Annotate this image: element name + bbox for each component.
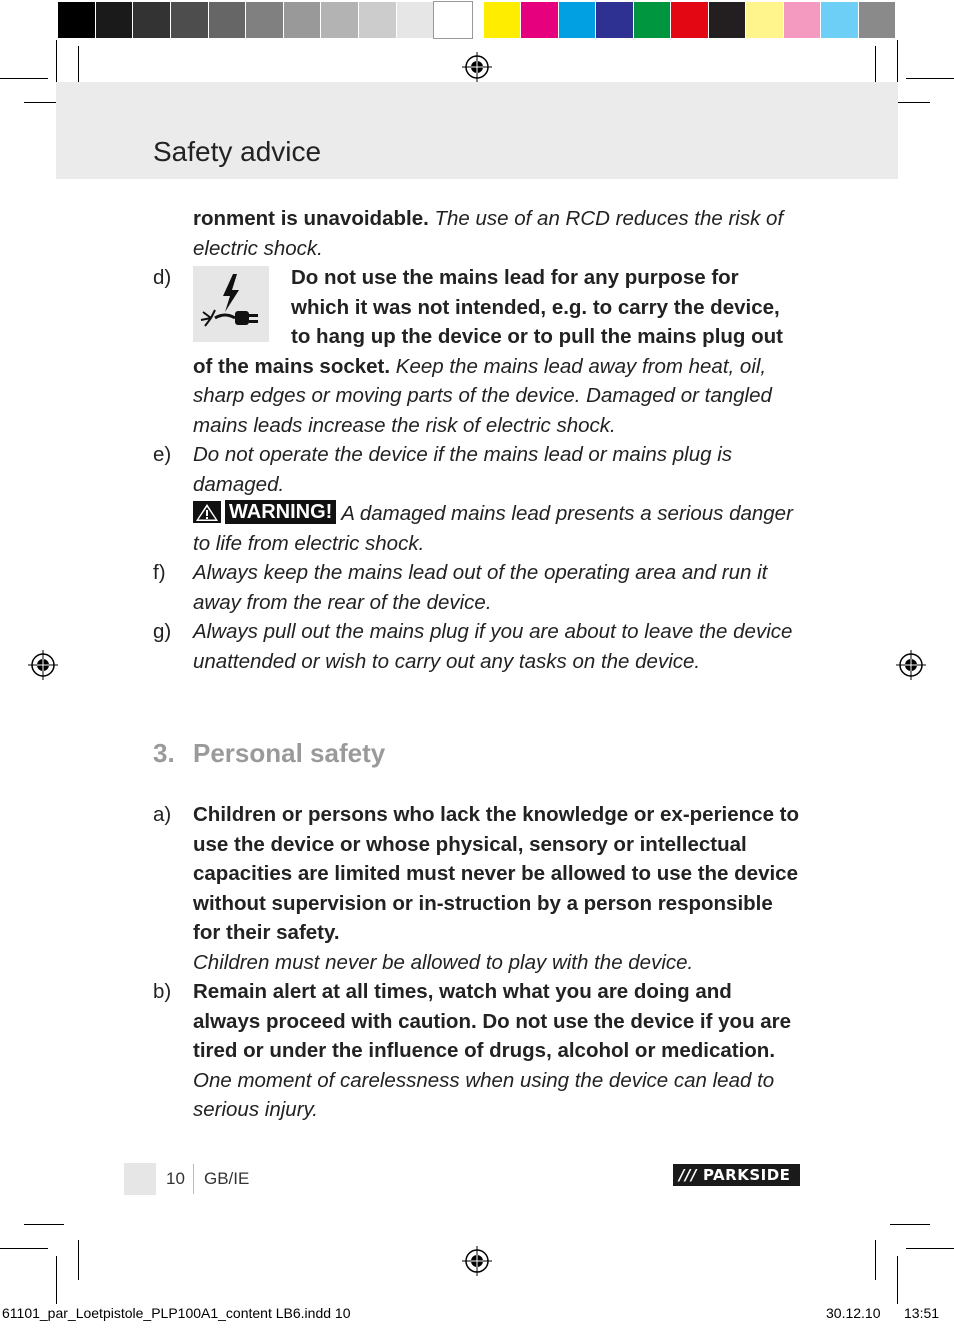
color-swatch bbox=[596, 2, 633, 38]
item-label: d) bbox=[153, 266, 172, 289]
list-item-e bbox=[153, 440, 801, 558]
crop-mark bbox=[0, 78, 48, 79]
item-d-bold-text: Do not use the mains lead for any purpose for which it was not intended, e.g. to carry the device, to hang up the device or to pull the mains plug out of the mains socket. bbox=[193, 266, 783, 378]
brand-name: PARKSIDE bbox=[702, 1166, 791, 1184]
color-swatch bbox=[859, 2, 896, 38]
list-item-g bbox=[153, 617, 801, 676]
item-d-italic-text: Keep the mains lead away from heat, oil, sharp edges or moving parts of the device. Damaged or tangled mains leads increase the risk of electric shock. bbox=[193, 354, 772, 437]
warning-triangle-icon bbox=[193, 501, 221, 523]
crop-mark bbox=[906, 78, 954, 79]
slug-date: 30.12.10 bbox=[826, 1305, 881, 1321]
item-a-italic-text: Children must never be allowed to play with the device. bbox=[193, 950, 694, 974]
footer-divider bbox=[193, 1164, 194, 1194]
color-swatch bbox=[321, 2, 359, 38]
intro-italic-text: The use of an RCD reduces the risk of electric shock. bbox=[193, 207, 784, 260]
color-swatch bbox=[671, 2, 708, 38]
registration-mark-icon bbox=[28, 650, 58, 680]
crop-mark bbox=[0, 1248, 48, 1249]
section-heading bbox=[153, 736, 801, 770]
crop-mark bbox=[78, 1240, 79, 1280]
list-item-b bbox=[153, 977, 801, 1125]
warning-label: WARNING! bbox=[225, 500, 336, 524]
crop-mark bbox=[56, 40, 57, 88]
color-swatch bbox=[246, 2, 284, 38]
page-title: Safety advice bbox=[153, 136, 322, 167]
item-label: g) bbox=[153, 620, 172, 643]
crop-mark bbox=[875, 46, 876, 86]
item-label: b) bbox=[153, 980, 172, 1003]
color-swatch bbox=[58, 2, 96, 38]
color-swatch bbox=[821, 2, 858, 38]
item-label: e) bbox=[153, 443, 172, 466]
main-content bbox=[153, 204, 801, 1125]
item-label: f) bbox=[153, 561, 166, 584]
color-swatch bbox=[434, 2, 472, 38]
slug-filename: 61101_par_Loetpistole_PLP100A1_content LB6.indd 10 bbox=[2, 1305, 351, 1321]
color-swatch bbox=[96, 2, 134, 38]
brand-slashes: /// bbox=[679, 1166, 697, 1184]
color-swatch bbox=[709, 2, 746, 38]
color-swatch bbox=[209, 2, 247, 38]
list-item-d bbox=[153, 263, 801, 440]
color-swatch bbox=[634, 2, 671, 38]
item-e-italic-text: Do not operate the device if the mains lead or mains plug is damaged. bbox=[193, 443, 732, 496]
parkside-logo bbox=[673, 1164, 800, 1186]
intro-paragraph bbox=[153, 204, 801, 263]
color-swatch bbox=[559, 2, 596, 38]
section-title: Personal safety bbox=[193, 738, 386, 768]
item-g-italic-text: Always pull out the mains plug if you are about to leave the device unattended or wish to carry out any tasks on the device. bbox=[193, 620, 793, 673]
intro-bold-text: ronment is unavoidable. bbox=[193, 207, 429, 230]
color-swatch bbox=[521, 2, 558, 38]
item-b-italic-text: One moment of carelessness when using the device can lead to serious injury. bbox=[193, 1068, 775, 1121]
registration-mark-icon bbox=[896, 650, 926, 680]
process-color-bar bbox=[484, 2, 896, 38]
grayscale-color-bar bbox=[58, 2, 472, 38]
color-swatch bbox=[397, 2, 435, 38]
crop-mark bbox=[897, 40, 898, 88]
crop-mark bbox=[906, 1248, 954, 1249]
color-swatch bbox=[746, 2, 783, 38]
item-label: a) bbox=[153, 803, 172, 826]
section-number: 3. bbox=[153, 738, 175, 768]
warning-text: A damaged mains lead presents a serious danger to life from electric shock. bbox=[193, 502, 793, 555]
crop-mark bbox=[875, 1240, 876, 1280]
item-b-bold-text: Remain alert at all times, watch what you are doing and always proceed with caution. Do not use the device if you are tired or under the influence of drugs, alcohol or medication. bbox=[193, 980, 792, 1062]
color-swatch bbox=[284, 2, 322, 38]
item-f-italic-text: Always keep the mains lead out of the operating area and run it away from the rear of the device. bbox=[193, 561, 768, 614]
crop-mark bbox=[24, 1224, 64, 1225]
color-swatch bbox=[484, 2, 521, 38]
language-code: GB/IE bbox=[204, 1169, 250, 1188]
crop-mark bbox=[897, 1256, 898, 1304]
crop-mark bbox=[890, 1224, 930, 1225]
crop-mark bbox=[56, 1256, 57, 1304]
page-number: 10 bbox=[166, 1169, 185, 1188]
registration-mark-icon bbox=[462, 52, 492, 82]
crop-mark bbox=[78, 46, 79, 86]
slug-time: 13:51 bbox=[904, 1305, 940, 1321]
electric-shock-plug-icon bbox=[193, 266, 269, 342]
color-swatch bbox=[171, 2, 209, 38]
color-swatch bbox=[784, 2, 821, 38]
warning-badge bbox=[193, 500, 336, 524]
footer-marker bbox=[124, 1163, 156, 1195]
color-swatch bbox=[359, 2, 397, 38]
registration-mark-icon bbox=[462, 1246, 492, 1276]
list-item-f bbox=[153, 558, 801, 617]
item-a-bold-text: Children or persons who lack the knowledge or ex-perience to use the device or whose physical, sensory or intellectual capacities are limited must never be allowed to use the device without supervision or in-struction by a person responsible for their safety. bbox=[193, 803, 800, 944]
list-item-a bbox=[153, 800, 801, 977]
color-swatch bbox=[133, 2, 171, 38]
